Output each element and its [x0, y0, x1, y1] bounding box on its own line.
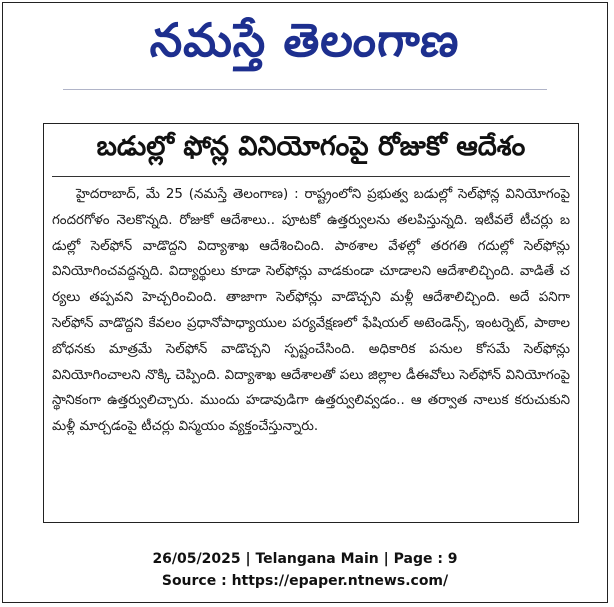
headline-divider [52, 176, 570, 177]
page-frame [2, 2, 608, 603]
news-clipping [43, 123, 579, 523]
masthead-divider [63, 89, 547, 90]
article-body: హైదరాబాద్, మే 25 (నమస్తే తెలంగాణ) : రాష్ట్రంలోని ప్రభుత్వ బడుల్లో సెల్‌ఫోన్ల వినియోగంపై గందరగోళం నెలకొన్నది. రోజుకో ఆదేశాలు.. పూటకో ఉత్తర్వులను తలపిస్తున్నది. ఇటీవలే టీచర్లు బడుల్లో సెల్‌ఫోన్ వాడొద్దని విద్యాశాఖ ఆదేశించింది. పాఠశాల వేళల్లో తరగతి గదుల్లో సెల్‌ఫోన్లు వినియోగించవద్దన్నది. విద్యార్థులు కూడా సెల్‌ఫోన్లు వాడకుండా చూడాలని ఆదేశాలిచ్చింది. వాడితే చర్యలు తప్పవని హెచ్చరించింది. తాజాగా సెల్‌ఫోన్లు వాడొచ్చని మళ్లీ ఆదేశాలిచ్చింది. అదే పనిగా సెల్‌ఫోన్ వాడొద్దని కేవలం ప్రధానోపాధ్యాయుల పర్యవేక్షణలో ఫేషియల్ అటెండెన్స్, ఇంటర్నెట్, పాఠాల బోధనకు మాత్రమే సెల్‌ఫోన్ వాడొచ్చని స్పష్టంచేసింది. అధికారిక పనుల కోసమే సెల్‌ఫోన్లు వినియోగించాలని నొక్కి చెప్పింది. విద్యాశాఖ ఆదేశాలతో పలు జిల్లాల డీఈవోలు సెల్‌ఫోన్ వినియోగంపై స్థానికంగా ఉత్తర్వులిచ్చారు. ముందు హడావుడిగా ఉత్తర్వులివ్వడం.. ఆ తర్వాత నాలుక కరుచుకుని మళ్లీ మార్చడంపై టీచర్లు విస్మయం వ్యక్తంచేస్తున్నారు. [52, 187, 570, 435]
footer-meta: 26/05/2025 | Telangana Main | Page : 9 [152, 551, 458, 567]
masthead [3, 3, 607, 89]
footer-source: Source : https://epaper.ntnews.com/ [161, 573, 449, 589]
masthead-logo: నమస్తే తెలంగాణ [148, 13, 462, 67]
article-headline: బడుల్లో ఫోన్ల వినియోగంపై రోజుకో ఆదేశం [96, 131, 526, 162]
